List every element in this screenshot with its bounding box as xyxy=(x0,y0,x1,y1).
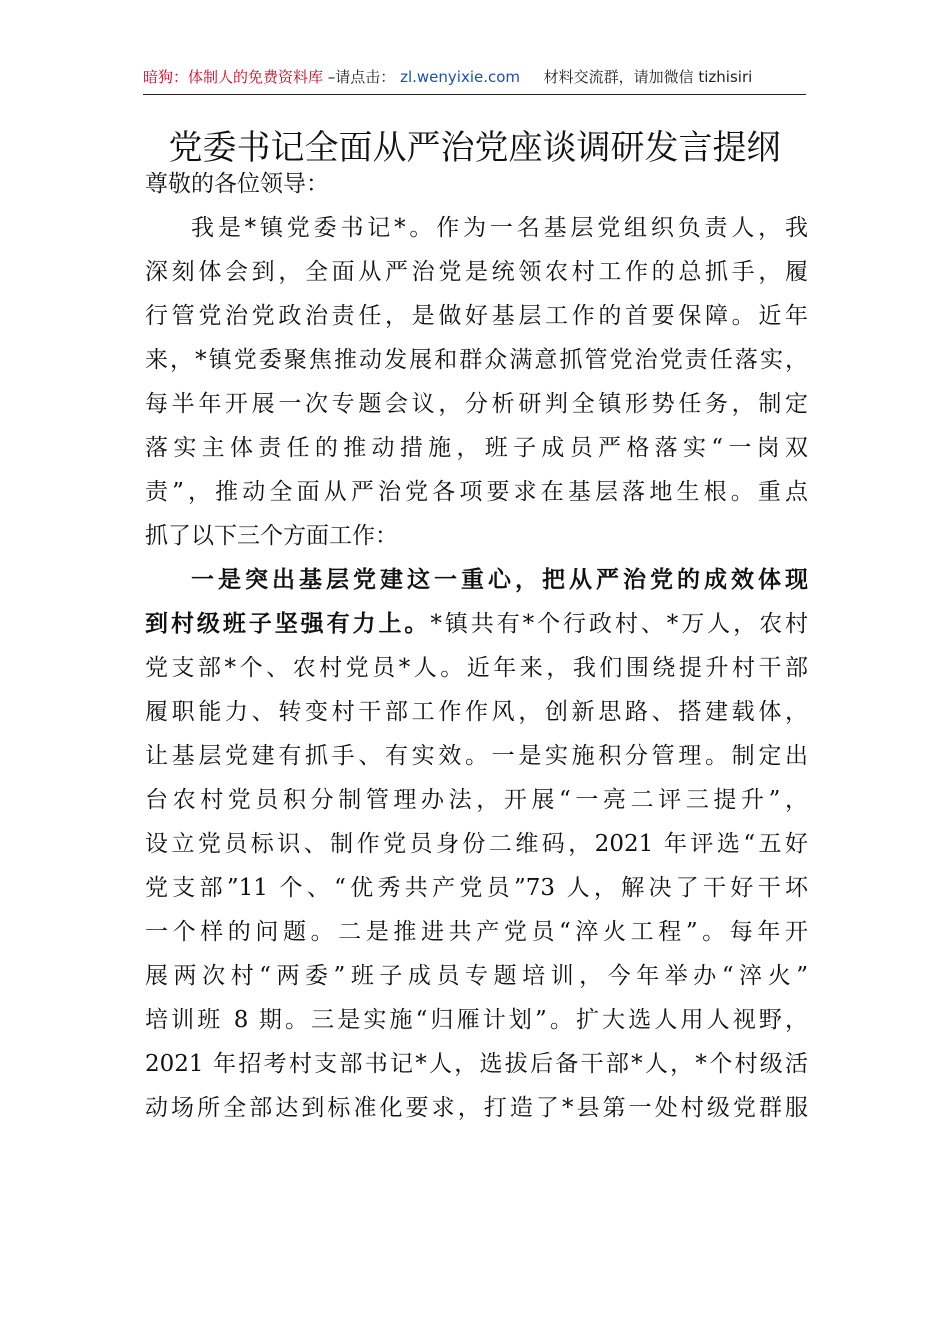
document-body xyxy=(145,162,808,1130)
paragraph-1-line: 责”，推动全面从严治党各项要求在基层落地生根。重点 xyxy=(145,479,808,505)
paragraph-2-heading-end: 到村级班子坚强有力上。 xyxy=(145,611,431,637)
paragraph-1-line: 落实主体责任的推动措施，班子成员严格落实“一岗双 xyxy=(145,435,808,461)
paragraph-2-line: 让基层党建有抓手、有实效。一是实施积分管理。制定出 xyxy=(145,743,808,769)
paragraph-2-line: 2021 年招考村支部书记*人，选拔后备干部*人，*个村级活 xyxy=(145,1051,808,1077)
contact-text: 材料交流群，请加微信 tizhisiri xyxy=(543,68,753,86)
salutation: 尊敬的各位领导： xyxy=(145,171,329,197)
paragraph-2-line: 党支部*个、农村党员*人。近年来，我们围绕提升村干部 xyxy=(145,655,808,681)
page-header xyxy=(143,66,806,95)
paragraph-1-line: 我是*镇党委书记*。作为一名基层党组织负责人，我 xyxy=(191,215,808,241)
paragraph-1-line: 每半年开展一次专题会议，分析研判全镇形势任务，制定 xyxy=(145,391,808,417)
site-url-link[interactable]: zl.wenyixie.com xyxy=(400,68,521,86)
paragraph-1-line: 深刻体会到，全面从严治党是统领农村工作的总抓手，履 xyxy=(145,259,808,285)
paragraph-1-line: 来，*镇党委聚焦推动发展和群众满意抓管党治党责任落实， xyxy=(145,347,808,373)
paragraph-2-line xyxy=(145,602,808,646)
paragraph-2-line: 动场所全部达到标准化要求，打造了*县第一处村级党群服 xyxy=(145,1095,808,1121)
paragraph-2-line-rest: *镇共有*个行政村、*万人，农村 xyxy=(430,611,808,637)
paragraph-2-line: 展两次村“两委”班子成员专题培训，今年举办“淬火” xyxy=(145,963,808,989)
paragraph-2-heading-line: 一是突出基层党建这一重心，把从严治党的成效体现 xyxy=(191,567,808,593)
paragraph-1-line: 行管党治党政治责任，是做好基层工作的首要保障。近年 xyxy=(145,303,808,329)
paragraph-2-line: 设立党员标识、制作党员身份二维码，2021 年评选“五好 xyxy=(145,831,808,857)
paragraph-2-line: 一个样的问题。二是推进共产党员“淬火工程”。每年开 xyxy=(145,919,808,945)
site-label: 暗狗：体制人的免费资料库 xyxy=(143,68,324,86)
paragraph-2-line: 履职能力、转变村干部工作作风，创新思路、搭建载体， xyxy=(145,699,808,725)
paragraph-1-line: 抓了以下三个方面工作： xyxy=(145,523,398,549)
paragraph-2-line: 台农村党员积分制管理办法，开展“一亮二评三提升”， xyxy=(145,787,808,813)
click-label: –请点击： xyxy=(327,68,396,86)
paragraph-2-line: 培训班 8 期。三是实施“归雁计划”。扩大选人用人视野， xyxy=(145,1007,808,1033)
document-title: 党委书记全面从严治党座谈调研发言提纲 xyxy=(168,128,781,168)
paragraph-2-line: 党支部”11 个、“优秀共产党员”73 人，解决了干好干坏 xyxy=(145,875,808,901)
